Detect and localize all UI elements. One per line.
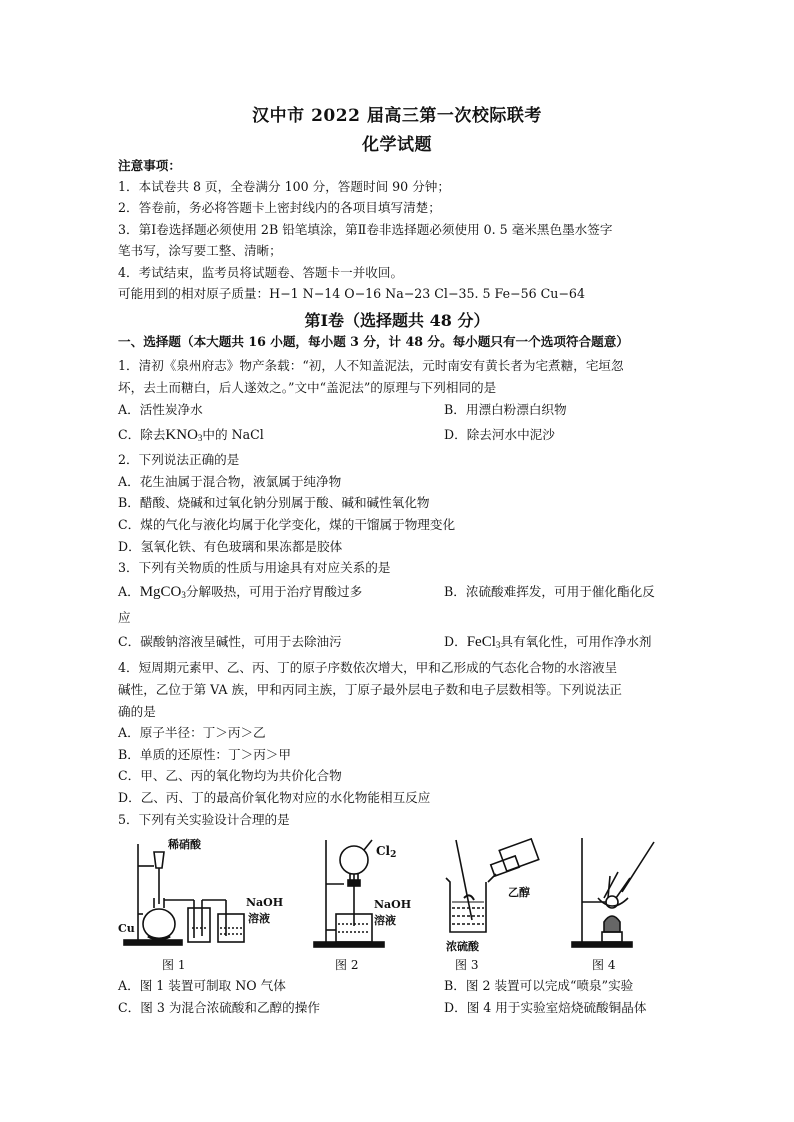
q1-option-c-prefix: C．除去 xyxy=(118,427,166,442)
fig2-cl2-sub: 2 xyxy=(390,850,397,860)
q1-option-b: B．用漂白粉漂白织物 xyxy=(444,402,567,417)
q2-option-b: B．醋酸、烧碱和过氧化钠分别属于酸、碱和碱性氧化物 xyxy=(118,495,430,510)
q1-option-c xyxy=(118,426,264,444)
q3-option-a-suffix: 分解吸热，可用于治疗胃酸过多 xyxy=(185,584,363,599)
q4-option-d: D．乙、丙、丁的最高价氧化物对应的水化物能相互反应 xyxy=(118,790,431,805)
notice-item-2: 2．答卷前，务必将答题卡上密封线内的各项目填写清楚； xyxy=(118,200,441,215)
q5-option-c: C．图 3 为混合浓硫酸和乙醇的操作 xyxy=(118,1000,320,1015)
figure-4-apparatus xyxy=(570,832,670,952)
q5-stem: 5．下列有关实验设计合理的是 xyxy=(118,812,290,827)
q4-option-b: B．单质的还原性：丁＞丙＞甲 xyxy=(118,747,291,762)
figure-2-apparatus xyxy=(310,836,420,952)
fig2-label-naoh: NaOH xyxy=(374,898,412,911)
q3-a-formula-sub: 3 xyxy=(181,590,186,600)
q2-option-a: A．花生油属于混合物，液氯属于纯净物 xyxy=(118,474,342,489)
q2-stem: 2．下列说法正确的是 xyxy=(118,452,240,467)
fig4-caption: 图 4 xyxy=(592,958,616,972)
q3-option-a-prefix: A． xyxy=(118,584,140,599)
fig3-label-ethanol: 乙醇 xyxy=(508,886,530,899)
q2-option-d: D．氢氧化铁、有色玻璃和果冻都是胶体 xyxy=(118,539,343,554)
q3-option-b-cont: 应 xyxy=(118,610,131,625)
q3-d-formula-sub: 3 xyxy=(495,640,501,650)
q1-option-d: D．除去河水中泥沙 xyxy=(444,427,555,442)
fig3-label-acid: 浓硫酸 xyxy=(446,940,479,953)
q3-option-d-suffix: 具有氧化性，可用作净水剂 xyxy=(500,634,652,649)
part1-heading: 第Ⅰ卷（选择题共 48 分） xyxy=(304,311,490,330)
q1-stem-line2: 坏，去土而糖白，后人遂效之。”文中“盖泥法”的原理与下列相同的是 xyxy=(118,380,497,395)
exam-title: 汉中市 2022 届高三第一次校际联考 xyxy=(252,106,542,126)
q1-option-c-suffix: 中的 NaCl xyxy=(202,427,264,442)
figure-3-apparatus xyxy=(440,834,560,952)
q4-stem-line1: 4．短周期元素甲、乙、丙、丁的原子序数依次增大，甲和乙形成的气态化合物的水溶液呈 xyxy=(118,660,618,675)
fig3-caption: 图 3 xyxy=(455,958,479,972)
q3-a-formula-main: MgCO xyxy=(139,584,182,600)
q1-option-a: A．活性炭净水 xyxy=(118,402,203,417)
q3-option-d-formula xyxy=(467,634,501,650)
q4-option-a: A．原子半径：丁＞丙＞乙 xyxy=(118,725,266,740)
q4-stem-line3: 确的是 xyxy=(118,704,156,719)
q3-option-b: B．浓硫酸难挥发，可用于催化酯化反 xyxy=(444,584,655,599)
notice-item-3: 3．第Ⅰ卷选择题必须使用 2B 铅笔填涂，第Ⅱ卷非选择题必须使用 0. 5 毫米黑色墨水签字 xyxy=(118,222,613,237)
fig2-label-solution: 溶液 xyxy=(374,914,396,927)
exam-subject: 化学试题 xyxy=(362,135,432,155)
figure-4 xyxy=(570,832,670,952)
q1-option-c-formula xyxy=(165,427,202,443)
fig2-cl2-main: Cl xyxy=(376,844,391,858)
atomic-masses: 可能用到的相对原子质量：H−1 N−14 O−16 Na−23 Cl−35. 5 Fe−56 Cu−64 xyxy=(118,286,585,301)
q1-c-formula-sub: 3 xyxy=(197,433,203,443)
notice-heading: 注意事项： xyxy=(118,158,181,173)
figure-1 xyxy=(118,838,293,950)
figure-3 xyxy=(440,834,560,952)
fig2-caption: 图 2 xyxy=(335,958,359,972)
q4-stem-line2: 碱性，乙位于第 VA 族，甲和丙同主族，丁原子最外层电子数和电子层数相等。下列说法正 xyxy=(118,682,622,697)
q3-option-c: C．碳酸钠溶液呈碱性，可用于去除油污 xyxy=(118,634,342,649)
figure-1-apparatus xyxy=(118,838,293,950)
notice-item-1: 1．本试卷共 8 页，全卷满分 100 分，答题时间 90 分钟； xyxy=(118,179,450,194)
q3-d-formula-main: FeCl xyxy=(466,634,496,650)
q3-stem: 3．下列有关物质的性质与用途具有对应关系的是 xyxy=(118,560,391,575)
q4-option-c: C．甲、乙、丙的氧化物均为共价化合物 xyxy=(118,768,342,783)
notice-item-3-cont: 笔书写，涂写要工整、清晰； xyxy=(118,243,282,258)
fig2-label-cl2 xyxy=(376,844,396,858)
q5-option-a: A．图 1 装置可制取 NO 气体 xyxy=(118,978,286,993)
q5-option-d: D．图 4 用于实验室焙烧硫酸铜晶体 xyxy=(444,1000,647,1015)
fig1-label-acid: 稀硝酸 xyxy=(168,838,201,851)
figure-2 xyxy=(310,836,420,952)
q5-option-b: B．图 2 装置可以完成“喷泉”实验 xyxy=(444,978,634,993)
fig1-label-cu: Cu xyxy=(118,922,135,935)
fig1-caption: 图 1 xyxy=(162,958,186,972)
q3-option-a-formula xyxy=(140,584,186,600)
fig1-label-naoh: NaOH xyxy=(246,896,284,909)
q3-option-a xyxy=(118,583,362,601)
q1-stem-line1: 1．清初《泉州府志》物产条载：“初，人不知盖泥法，元时南安有黄长者为宅煮糖，宅垣忽 xyxy=(118,358,624,373)
q3-option-d xyxy=(444,633,652,651)
q3-option-d-prefix: D． xyxy=(444,634,467,649)
fig1-label-solution: 溶液 xyxy=(248,912,270,925)
q2-option-c: C．煤的气化与液化均属于化学变化，煤的干馏属于物理变化 xyxy=(118,517,456,532)
section-heading: 一、选择题（本大题共 16 小题，每小题 3 分，计 48 分。每小题只有一个选项符合题意） xyxy=(118,334,629,349)
notice-item-4: 4．考试结束，监考员将试题卷、答题卡一并收回。 xyxy=(118,265,404,280)
q1-c-formula-main: KNO xyxy=(165,427,198,443)
